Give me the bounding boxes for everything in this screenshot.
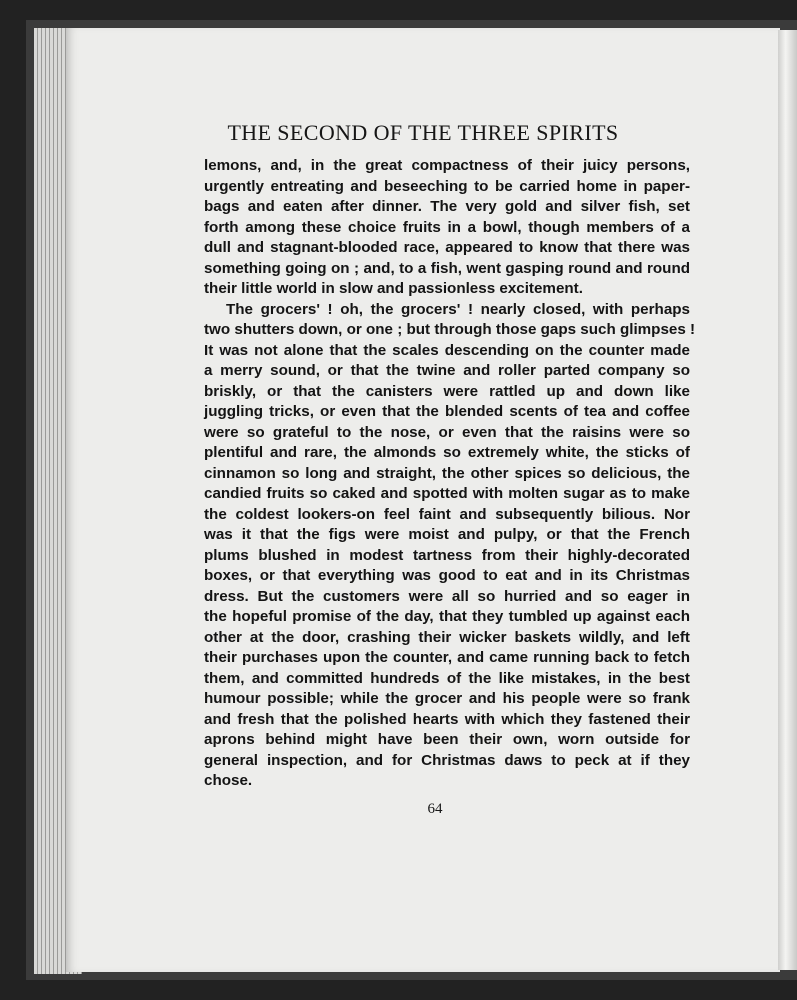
text-line: briskly, or that the canisters were rattled up and down like [204, 382, 690, 400]
text-line: was it that the figs were moist and pulpy, or that the French [204, 526, 690, 543]
text-line: aprons behind might have been their own, worn outside for [204, 731, 690, 748]
text-line: bags and eaten after dinner. The very gold and silver fish, set [204, 198, 690, 215]
text-line: their little world in slow and passionless excitement. [204, 280, 583, 297]
text-line: It was not alone that the scales descending on the counter made [204, 341, 690, 359]
text-line: dress. But the customers were all so hurried and so eager in [204, 587, 690, 605]
text-line: general inspection, and for Christmas daws to peck at if they [204, 751, 690, 769]
text-line: forth among these choice fruits in a bowl, though members of a [204, 218, 690, 236]
text-line: boxes, or that everything was good to eat and in its Christmas [204, 567, 690, 584]
text-line: plentiful and rare, the almonds so extremely white, the sticks of [204, 444, 690, 461]
text-line: them, and committed hundreds of the like mistakes, in the best [204, 669, 690, 687]
text-line: dull and stagnant-blooded race, appeared to know that there was [204, 239, 690, 256]
text-line: chose. [204, 772, 253, 789]
paragraph [204, 300, 696, 792]
text-line: the coldest lookers-on feel faint and subsequently bilious. Nor [204, 505, 690, 523]
text-line: humour possible; while the grocer and his people were so frank [204, 690, 690, 707]
page-number: 64 [427, 801, 443, 817]
text-line: urgently entreating and beseeching to be carried home in paper- [204, 177, 690, 195]
text-line: juggling tricks, or even that the blended scents of tea and coffee [204, 403, 690, 420]
paragraph [204, 156, 690, 300]
text-line: their purchases upon the counter, and came running back to fetch [204, 649, 690, 666]
text-line: something going on ; and, to a fish, went gasping round and round [204, 259, 690, 277]
text-line: the hopeful promise of the day, that they tumbled up against each [204, 608, 690, 625]
text-line: cinnamon so long and straight, the other spices so delicious, the [204, 464, 690, 482]
text-line: other at the door, crashing their wicker baskets wildly, and left [204, 628, 690, 646]
page-right-edge [778, 30, 797, 970]
text-line: were so grateful to the nose, or even that the raisins were so [204, 423, 690, 441]
text-line: a merry sound, or that the twine and roller parted company so [204, 362, 690, 379]
body-text [204, 156, 696, 792]
running-head: THE SECOND OF THE THREE SPIRITS [227, 120, 619, 145]
text-line: The grocers' ! oh, the grocers' ! nearly closed, with perhaps [226, 300, 690, 318]
text-line: lemons, and, in the great compactness of their juicy persons, [204, 157, 690, 174]
text-line: candied fruits so caked and spotted with molten sugar as to make [204, 485, 690, 502]
text-line: and fresh that the polished hearts with which they fastened their [204, 710, 690, 728]
text-line: plums blushed in modest tartness from their highly-decorated [204, 546, 690, 564]
text-line: two shutters down, or one ; but through those gaps such glimpses ! [204, 321, 696, 338]
